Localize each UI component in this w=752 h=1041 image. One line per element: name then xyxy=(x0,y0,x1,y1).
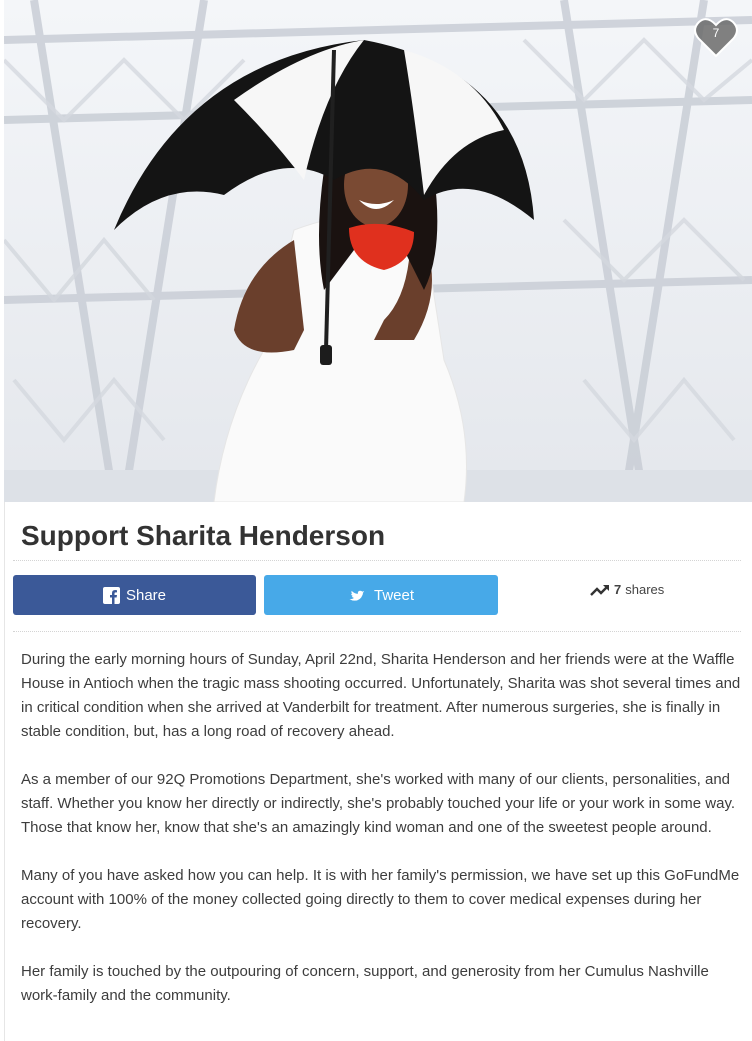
article-paragraph: Many of you have asked how you can help. It is with her family's permission, we have set up this GoFundMe account with 100% of the money collected going directly to them to cover medical expenses during her recovery. xyxy=(21,867,740,932)
facebook-icon xyxy=(103,587,120,604)
facebook-share-button[interactable] xyxy=(13,575,256,615)
hero-image xyxy=(4,0,752,502)
share-divider xyxy=(13,631,741,632)
article-body xyxy=(21,648,745,1032)
like-heart-button[interactable] xyxy=(693,16,739,58)
trending-up-icon xyxy=(590,584,610,596)
share-count-suffix: shares xyxy=(625,582,665,597)
article-paragraph: During the early morning hours of Sunday, April 22nd, Sharita Henderson and her friends were at the Waffle House in Antioch when the tragic mass shooting occurred. Unfortunately, Sharita was shot several times and in critical condition when she arrived at Vanderbilt for treatment. After numerous surgeries, she is finally in stable condition, but, has a long road of recovery ahead. xyxy=(21,651,741,740)
twitter-tweet-button[interactable] xyxy=(264,575,498,615)
hero-photo xyxy=(4,0,752,502)
page-title: Support Sharita Henderson xyxy=(21,520,386,551)
article-content xyxy=(4,502,752,1041)
twitter-tweet-label: Tweet xyxy=(373,586,415,604)
share-count: 7 xyxy=(614,582,622,597)
like-count: 7 xyxy=(712,26,720,40)
title-divider xyxy=(13,560,741,561)
article-paragraph: Her family is touched by the outpouring of concern, support, and generosity from her Cumulus Nashville work-family and the community. xyxy=(21,963,709,1004)
share-counter xyxy=(590,582,664,597)
twitter-bird-icon xyxy=(348,588,366,603)
article-paragraph: As a member of our 92Q Promotions Department, she's worked with many of our clients, personalities, and staff. Whether you know her directly or indirectly, she's probably touched your life or your work in some way. Those that know her, know that she's an amazingly kind woman and one of the sweetest people around. xyxy=(21,771,736,836)
facebook-share-label: Share xyxy=(125,586,167,604)
